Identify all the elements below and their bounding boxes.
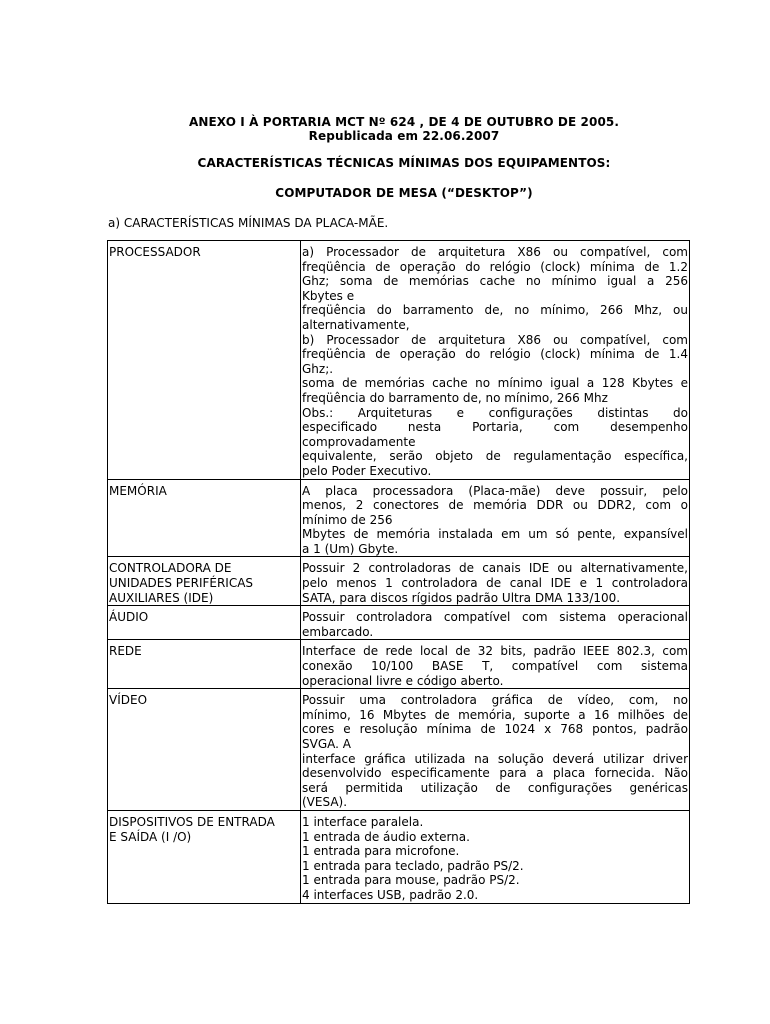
spec-label-cell [108,557,301,606]
spec-label: E SAÍDA (I /O) [109,829,192,844]
spec-label-cell [108,479,301,557]
spec-label: ÁUDIO [109,610,149,625]
spec-description-line: Ghz;. [302,361,334,376]
spec-description-line: 1 interface paralela. [302,814,424,829]
spec-label: MEMÓRIA [109,483,167,498]
spec-description-line: freqüência do barramento de, no mínimo, 266 Mhz [302,390,608,405]
spec-description-line: 1 entrada de áudio externa. [302,829,470,844]
spec-description-line: alternativamente, [302,317,410,332]
table-row [108,689,690,811]
spec-description-cell [301,557,690,606]
spec-description-line: equivalente, serão objeto de regulamentação específica, [302,449,688,464]
spec-label: UNIDADES PERIFÉRICAS [109,576,254,591]
spec-description-line: interface gráfica utilizada na solução deverá utilizar driver [302,751,688,766]
table-row [108,810,690,903]
spec-description-line: 1 entrada para mouse, padrão PS/2. [302,873,520,888]
spec-label-cell [108,606,301,640]
spec-description-line: a) Processador de arquitetura X86 ou compatível, com [302,245,688,259]
spec-description-line: freqüência do barramento de, no mínimo, 266 Mhz, ou [302,303,688,318]
spec-description-line: cores e resolução mínima de 1024 x 768 pontos, padrão [302,722,688,737]
spec-description-cell [301,479,690,557]
spec-description-line: freqüência de operação do relógio (clock) mínima de 1.4 [302,347,688,362]
spec-description-line: a 1 (Um) Gbyte. [302,541,399,556]
table-row [108,479,690,557]
spec-label-cell [108,810,301,903]
spec-description-line: desenvolvido especificamente para a placa fornecida. Não [302,766,688,781]
spec-description-line: soma de memórias cache no mínimo igual a 128 Kbytes e [302,376,688,391]
spec-description-line: (VESA). [302,795,348,810]
spec-label: AUXILIARES (IDE) [109,590,214,605]
specifications-table-body [108,241,690,904]
spec-description-line: pelo Poder Executivo. [302,463,432,478]
table-row [108,606,690,640]
spec-description-line: 1 entrada para teclado, padrão PS/2. [302,858,524,873]
spec-description-line: Possuir uma controladora gráfica de vídeo, com, no [302,693,688,708]
spec-label: REDE [109,644,142,659]
document-title: ANEXO I À PORTARIA MCT Nº 624 , DE 4 DE OUTUBRO DE 2005. [188,115,620,129]
republication-date: Republicada em 22.06.2007 [308,129,500,143]
spec-description-cell [301,640,690,689]
spec-description-cell [301,810,690,903]
spec-label-cell [108,241,301,480]
spec-description-line: Obs.: Arquiteturas e configurações distintas do [302,405,688,420]
subsection-heading: a) CARACTERÍSTICAS MÍNIMAS DA PLACA-MÃE. [108,216,389,230]
spec-description-line: 1 entrada para microfone. [302,844,460,859]
spec-description-line: embarcado. [302,624,374,639]
spec-description-line: mínimo, 16 Mbytes de memória, suporte a 16 milhões de [302,707,688,722]
spec-description-line: pelo menos 1 controladora de canal IDE e 1 controladora [302,576,688,591]
document-subtitle: CARACTERÍSTICAS TÉCNICAS MÍNIMAS DOS EQUIPAMENTOS: [197,156,611,170]
spec-description-cell [301,689,690,811]
specifications-table [107,240,690,904]
table-row [108,557,690,606]
spec-description-line: Ghz; soma de memórias cache no mínimo igual a 256 [302,274,688,289]
spec-description-line: SATA, para discos rígidos padrão Ultra DMA 133/100. [302,590,621,605]
spec-description-line: Kbytes e [302,288,355,303]
spec-description-line: menos, 2 conectores de memória DDR ou DDR2, com o [302,498,688,513]
spec-description-line: Possuir controladora compatível com sistema operacional [302,610,688,625]
spec-description-line: comprovadamente [302,434,416,449]
table-row [108,640,690,689]
spec-description-line: conexão 10/100 BASE T, compatível com sistema [302,659,688,674]
spec-label: PROCESSADOR [109,245,201,259]
spec-description-cell [301,241,690,480]
spec-label: DISPOSITIVOS DE ENTRADA [109,814,275,829]
section-title: COMPUTADOR DE MESA (“DESKTOP”) [275,186,533,200]
spec-description-line: Mbytes de memória instalada em um só pente, expansível [302,527,688,542]
spec-description-line: 4 interfaces USB, padrão 2.0. [302,887,479,902]
table-row [108,241,690,480]
spec-label-cell [108,640,301,689]
spec-description-line: Interface de rede local de 32 bits, padrão IEEE 802.3, com [302,644,688,659]
spec-description-line: b) Processador de arquitetura X86 ou compatível, com [302,332,688,347]
spec-description-line: A placa processadora (Placa-mãe) deve possuir, pelo [302,483,688,498]
spec-description-line: especificado nesta Portaria, com desempenho [302,420,688,435]
spec-description-line: será permitida utilização de configurações genéricas [302,780,688,795]
spec-description-line: Possuir 2 controladoras de canais IDE ou alternativamente, [302,561,688,576]
spec-description-line: SVGA. A [302,737,351,751]
spec-description-line: operacional livre e código aberto. [302,673,504,688]
spec-label-cell [108,689,301,811]
spec-description-line: mínimo de 256 [302,512,393,527]
spec-label: CONTROLADORA DE [109,561,232,576]
spec-label: VÍDEO [109,693,148,708]
spec-description-line: freqüência de operação do relógio (clock) mínima de 1.2 [302,259,688,274]
spec-description-cell [301,606,690,640]
